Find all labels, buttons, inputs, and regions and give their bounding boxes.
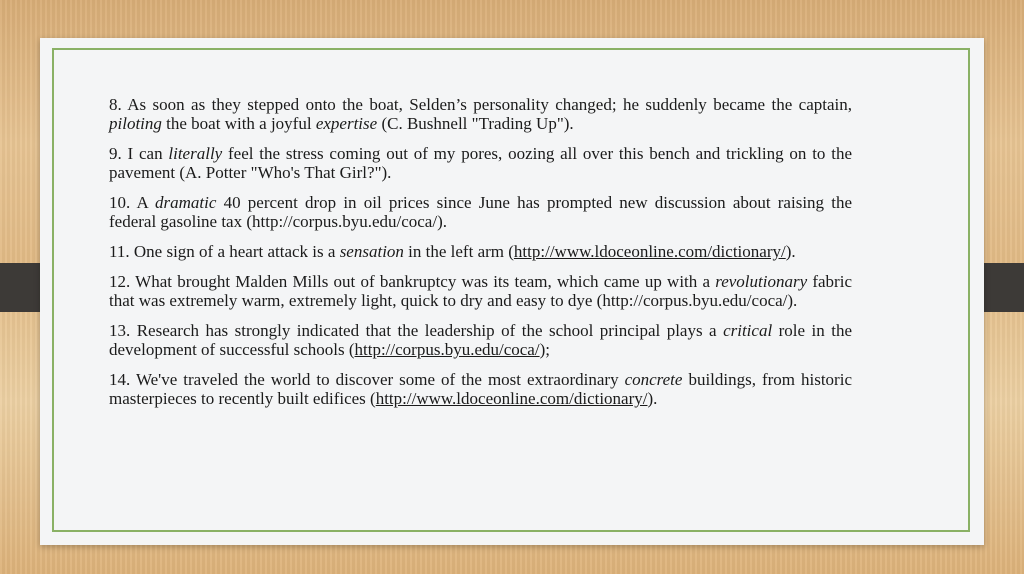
example-text: in the left arm ( <box>403 242 514 261</box>
example-number: 12. <box>109 272 131 291</box>
example-10 <box>109 193 852 231</box>
example-text: Research has strongly indicated that the leadership of the school principal plays a <box>136 321 724 340</box>
example-number: 11. <box>109 242 130 261</box>
example-12 <box>109 272 852 310</box>
example-9 <box>109 144 852 182</box>
example-text: I can <box>127 144 169 163</box>
keyword: piloting <box>109 114 162 133</box>
example-text: ). <box>785 242 796 261</box>
example-8 <box>109 95 852 133</box>
source-link[interactable]: http://corpus.byu.edu/coca/ <box>354 340 540 359</box>
example-text: buildings, from historic masterpieces to recently built edifices ( <box>109 370 852 408</box>
source-link[interactable]: http://www.ldoceonline.com/dictionary/ <box>375 389 648 408</box>
example-13 <box>109 321 852 359</box>
example-number: 8. <box>109 95 122 114</box>
example-text: the boat with a joyful <box>161 114 316 133</box>
keyword: revolutionary <box>715 272 808 291</box>
example-text: We've traveled the world to discover some of the most extraordinary <box>135 370 625 389</box>
example-text: feel the stress coming out of my pores, oozing all over this bench and trickling on to the pavement (A. Potter "Who's That Girl?"). <box>109 144 852 182</box>
source-link[interactable]: http://www.ldoceonline.com/dictionary/ <box>513 242 786 261</box>
example-text: fabric that was extremely warm, extremely light, quick to dry and easy to dye (http://corpus.byu.edu/coca/). <box>109 272 852 310</box>
example-text: As soon as they stepped onto the boat, Selden’s personality changed; he suddenly became the captain, <box>127 95 852 114</box>
example-text: What brought Malden Mills out of bankruptcy was its team, which came up with a <box>135 272 716 291</box>
keyword: expertise <box>315 114 378 133</box>
example-text: A <box>136 193 156 212</box>
example-number: 13. <box>109 321 131 340</box>
example-number: 10. <box>109 193 131 212</box>
example-source: (C. Bushnell "Trading Up"). <box>377 114 574 133</box>
example-14 <box>109 370 852 408</box>
slide <box>40 38 984 545</box>
example-11 <box>109 242 852 261</box>
example-text: 40 percent drop in oil prices since June has prompted new discussion about raising the federal gasoline tax (http://corpus.byu.edu/coca/). <box>109 193 852 231</box>
keyword: critical <box>723 321 773 340</box>
example-text: ); <box>539 340 550 359</box>
example-text: ). <box>647 389 658 408</box>
keyword: sensation <box>339 242 404 261</box>
example-number: 14. <box>109 370 131 389</box>
keyword: dramatic <box>155 193 217 212</box>
example-text: One sign of a heart attack is a <box>133 242 340 261</box>
example-text: role in the development of successful schools ( <box>109 321 852 359</box>
example-number: 9. <box>109 144 122 163</box>
examples-list <box>109 95 852 419</box>
keyword: literally <box>168 144 223 163</box>
keyword: concrete <box>624 370 683 389</box>
